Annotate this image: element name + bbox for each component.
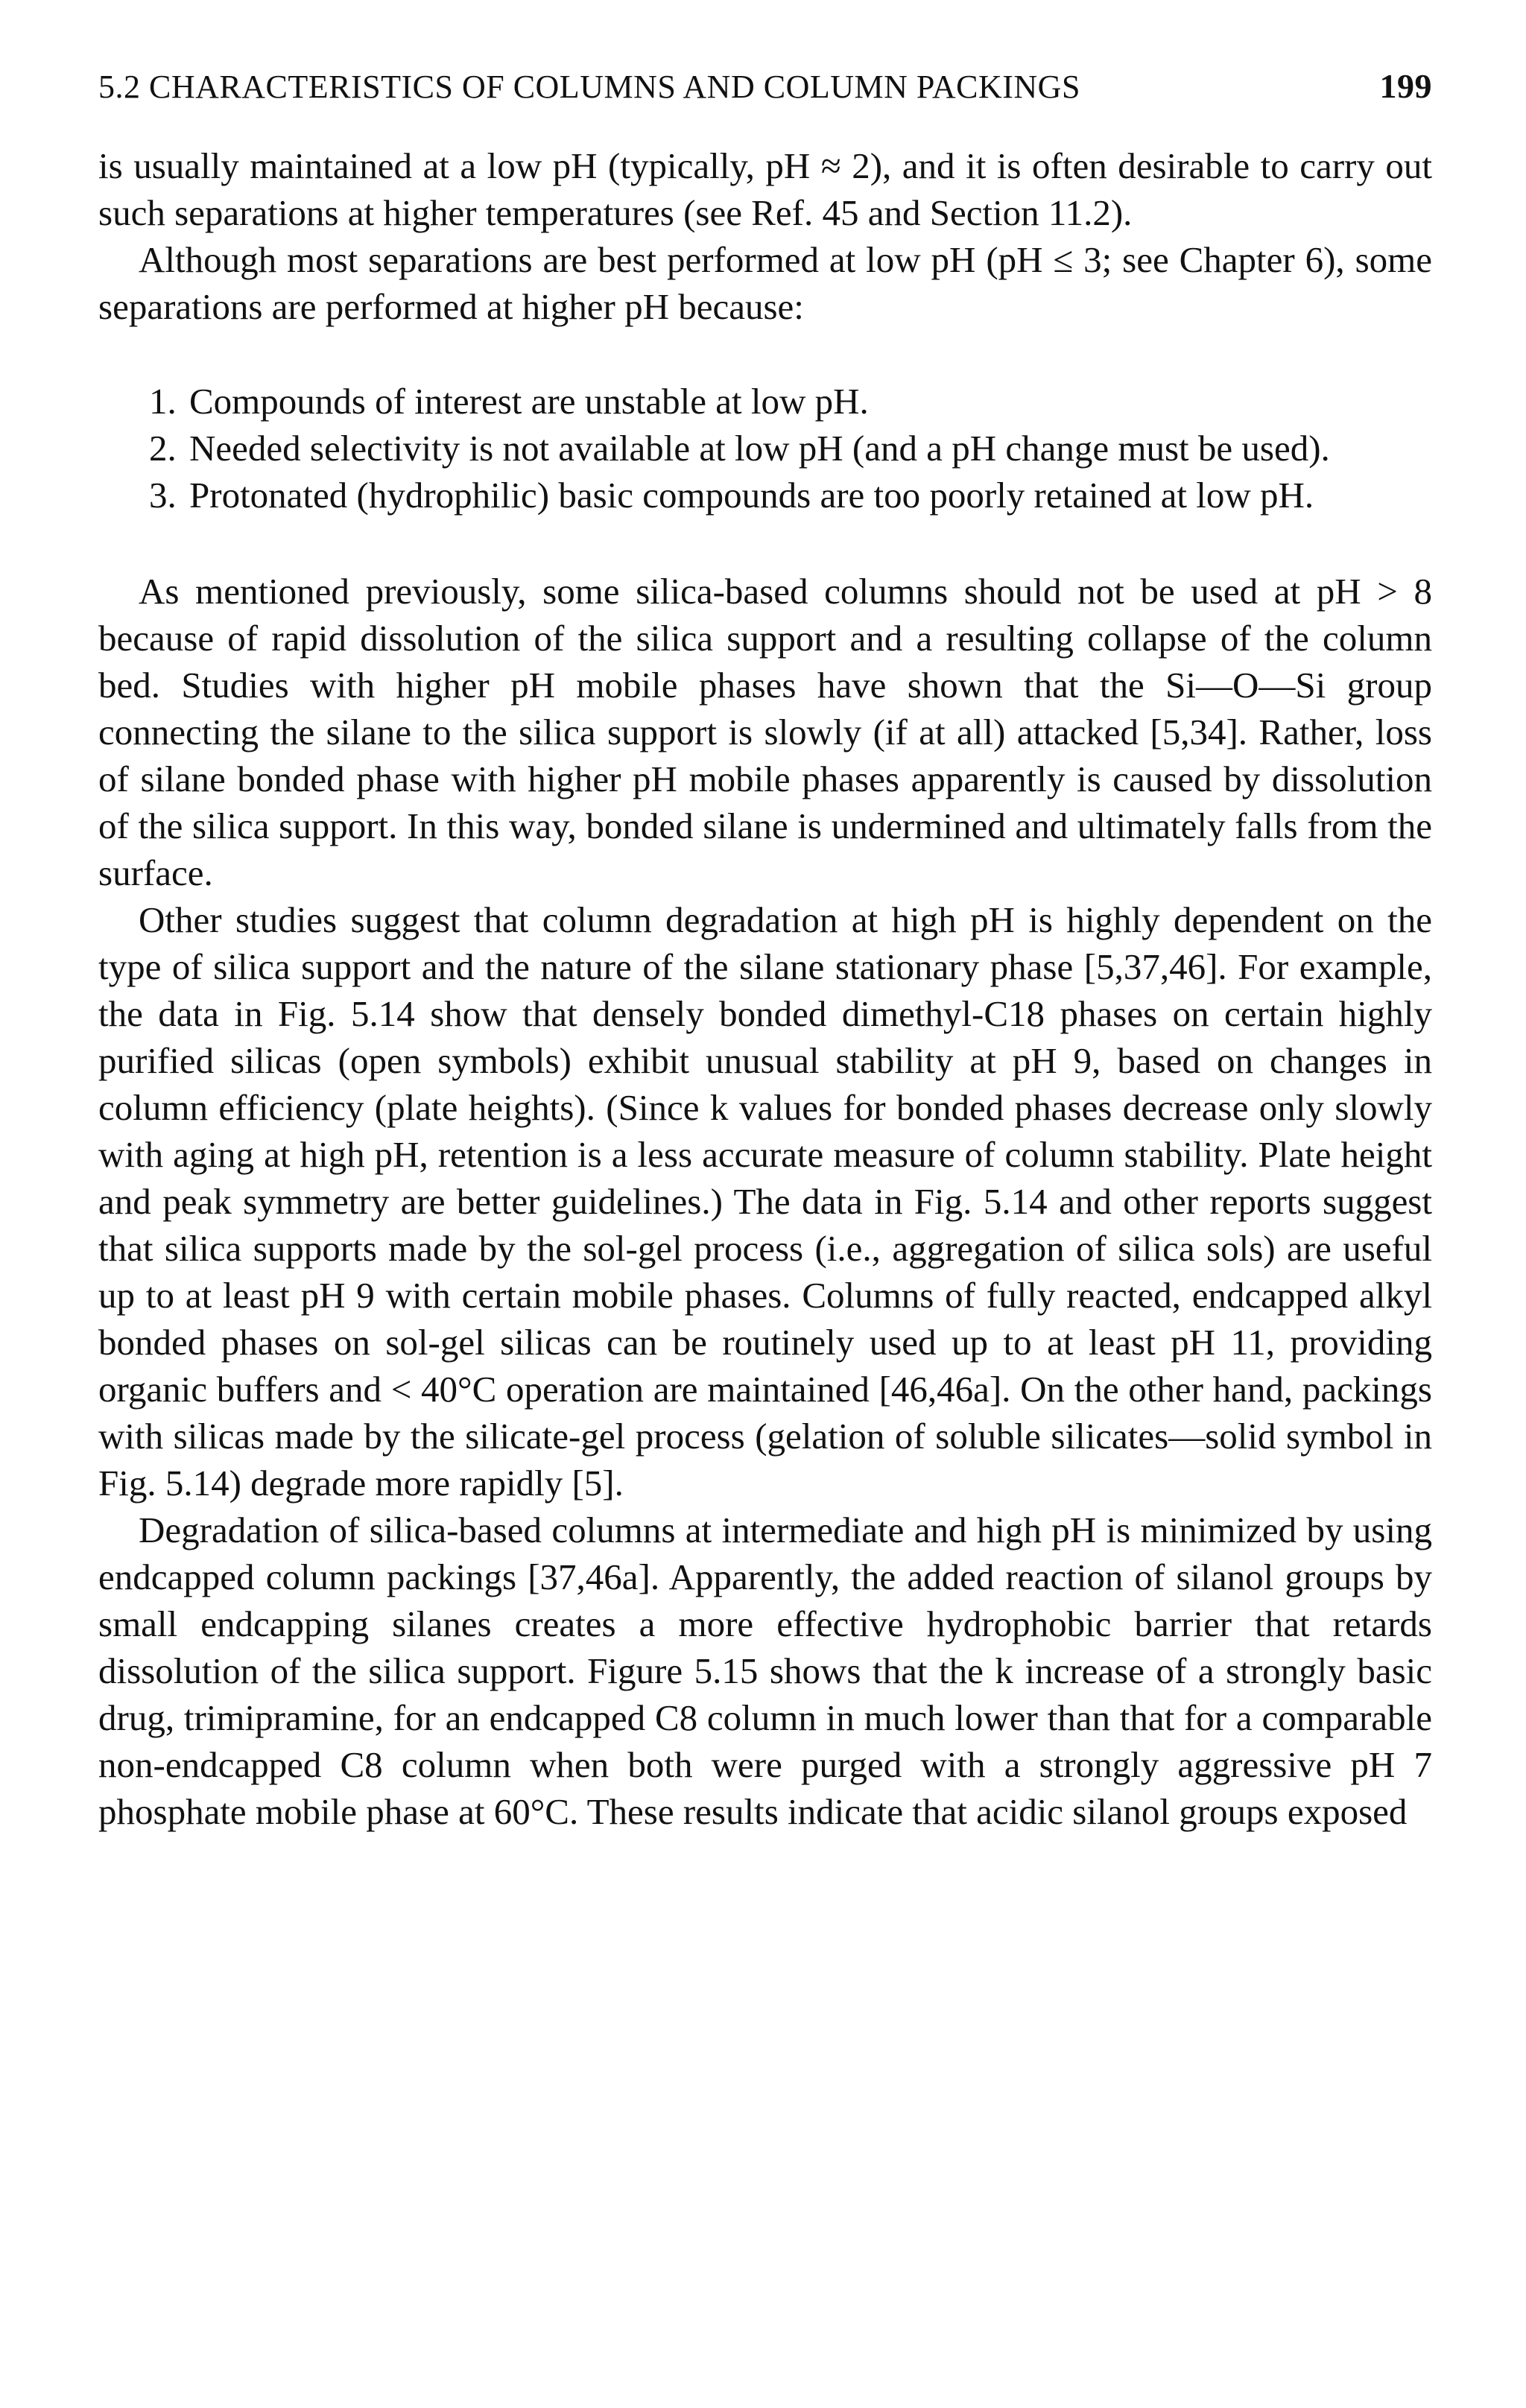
body-text [98, 142, 1432, 1835]
list-item-text: Compounds of interest are unstable at low pH. [189, 381, 869, 422]
list-item [149, 378, 1432, 425]
list-item-number: 3. [149, 475, 177, 516]
running-title: 5.2 CHARACTERISTICS OF COLUMNS AND COLUMN PACKINGS [98, 69, 1080, 105]
list-item [149, 472, 1432, 519]
list-item-number: 1. [149, 381, 177, 422]
paragraph-silica-dissolution: As mentioned previously, some silica-based columns should not be used at pH > 8 because of rapid dissolution of the silica support and a resulting collapse of the column bed. Studies with higher pH mobile phases have shown that the Si—O—Si group connecting the silane to the silica support is slowly (if at all) attacked [5,34]. Rather, loss of silane bonded phase with higher pH mobile phases apparently is caused by dissolution of the silica support. In this way, bonded silane is undermined and ultimately falls from the surface. [98, 571, 1432, 893]
page-number: 199 [1379, 67, 1432, 105]
book-page [98, 64, 1432, 1835]
paragraph-continuation: is usually maintained at a low pH (typically, pH ≈ 2), and it is often desirable to carry out such separations at higher temperatures (see Ref. 45 and Section 11.2). [98, 145, 1432, 233]
paragraph-high-ph-reasons-intro: Although most separations are best performed at low pH (pH ≤ 3; see Chapter 6), some separations are performed at higher pH because: [98, 239, 1432, 327]
list-item-text: Needed selectivity is not available at low pH (and a pH change must be used). [189, 428, 1330, 469]
list-item [149, 425, 1432, 472]
paragraph-endcapped-packings: Degradation of silica-based columns at intermediate and high pH is minimized by using endcapped column packings [37,46a]. Apparently, the added reaction of silanol groups by small endcapping silanes creates a more effective hydrophobic barrier that retards dissolution of the silica support. Figure 5.15 shows that the k increase of a strongly basic drug, trimipramine, for an endcapped C8 column in much lower than that for a comparable non-endcapped C8 column when both were purged with a strongly aggressive pH 7 phosphate mobile phase at 60°C. These results indicate that acidic silanol groups exposed [98, 1509, 1432, 1832]
paragraph-column-degradation-studies: Other studies suggest that column degradation at high pH is highly dependent on the type of silica support and the nature of the silane stationary phase [5,37,46]. For example, the data in Fig. 5.14 show that densely bonded dimethyl-C18 phases on certain highly purified silicas (open symbols) exhibit unusual stability at pH 9, based on changes in column efficiency (plate heights). (Since k values for bonded phases decrease only slowly with aging at high pH, retention is a less accurate measure of column stability. Plate height and peak symmetry are better guidelines.) The data in Fig. 5.14 and other reports suggest that silica supports made by the sol-gel process (i.e., aggregation of silica sols) are useful up to at least pH 9 with certain mobile phases. Columns of fully reacted, endcapped alkyl bonded phases on sol-gel silicas can be routinely used up to at least pH 11, providing organic buffers and < 40°C operation are maintained [46,46a]. On the other hand, packings with silicas made by the silicate-gel process (gelation of soluble silicates—solid symbol in Fig. 5.14) degrade more rapidly [5]. [98, 899, 1432, 1504]
list-item-number: 2. [149, 428, 177, 469]
reasons-list [98, 378, 1432, 519]
list-item-text: Protonated (hydrophilic) basic compounds are too poorly retained at low pH. [189, 475, 1314, 516]
running-header [98, 64, 1432, 110]
